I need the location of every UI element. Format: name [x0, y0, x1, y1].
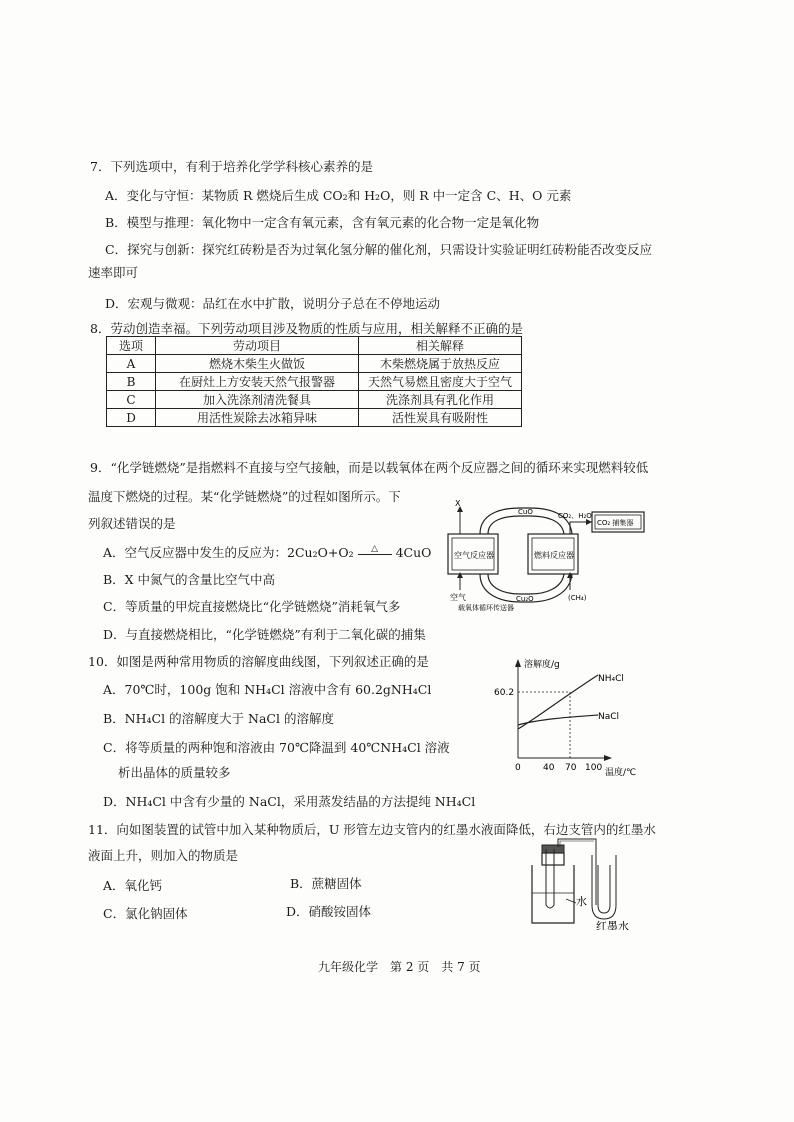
heat-condition: △ — [358, 545, 392, 555]
q7-stem: 7．下列选项中，有利于培养化学学科核心素养的是 — [90, 159, 373, 174]
q9-option-c: C．等质量的甲烷直接燃烧比“化学链燃烧”消耗氧气多 — [103, 599, 401, 614]
q9-option-d: D．与直接燃烧相比，“化学链燃烧”有利于二氧化碳的捕集 — [103, 627, 426, 642]
q11-option-a: A．氧化钙 — [103, 878, 163, 893]
q11-stem-cont: 液面上升，则加入的物质是 — [88, 848, 239, 863]
air-in-label: 空气 — [450, 593, 466, 602]
x-tick: 100 — [585, 763, 603, 773]
q11-stem: 11．向如图装置的试管中加入某种物质后，U 形管左边支管内的红墨水液面降低，右边支管内的红墨水 — [88, 822, 656, 837]
q9-stem: 9．“化学链燃烧”是指燃料不直接与空气接触，而是以载氧体在两个反应器之间的循环来实现燃料较低 — [90, 460, 649, 475]
table-cell: 在厨灶上方安装天然气报警器 — [156, 373, 359, 391]
q10-option-d: D．NH₄Cl 中含有少量的 NaCl，采用蒸发结晶的方法提纯 NH₄Cl — [103, 794, 476, 809]
q9-equation-left: A．空气反应器中发生的反应为：2Cu₂O+O₂ — [103, 545, 354, 560]
q7-option-d: D．宏观与微观：品红在水中扩散，说明分子总在不停地运动 — [105, 296, 441, 311]
table-row — [107, 355, 522, 373]
u-tube-apparatus-figure — [516, 835, 646, 930]
x-label: X — [455, 500, 461, 508]
table-cell: 木柴燃烧属于放热反应 — [359, 355, 522, 373]
q7-option-c: C．探究与创新：探究红砖粉是否为过氧化氢分解的催化剂，只需设计实验证明红砖粉能否改变反应 — [105, 242, 653, 257]
table-row — [107, 409, 522, 427]
table-row — [107, 391, 522, 409]
air-reactor-label: 空气反应器 — [454, 551, 494, 560]
table-cell: 天然气易燃且密度大于空气 — [359, 373, 522, 391]
y-mark-label: 60.2 — [494, 688, 515, 698]
q9-option-a — [103, 543, 431, 561]
water-label: 水 — [576, 895, 587, 908]
q9-equation-right: 4CuO — [395, 545, 432, 560]
cuo-label: CuO — [518, 508, 533, 516]
table-cell: B — [107, 373, 156, 391]
series-nacl-label: NaCl — [598, 712, 620, 722]
q9-option-b: B．X 中氮气的含量比空气中高 — [103, 572, 276, 587]
page-footer: 九年级化学 第 2 页 共 7 页 — [318, 960, 481, 974]
table-cell: A — [107, 355, 156, 373]
x-tick: 70 — [565, 763, 577, 773]
red-ink-label: 红墨水 — [596, 920, 629, 930]
chemical-looping-diagram — [440, 500, 685, 612]
cu2o-label: Cu₂O — [516, 595, 534, 603]
q7-option-a: A．变化与守恒：某物质 R 燃烧后生成 CO₂和 H₂O，则 R 中一定含 C、H、O 元素 — [105, 188, 572, 203]
table-cell: D — [107, 409, 156, 427]
q10-stem: 10．如图是两种常用物质的溶解度曲线图，下列叙述正确的是 — [88, 654, 429, 669]
q7-option-c-cont: 速率即可 — [88, 265, 139, 280]
table-cell: 洗涤剂具有乳化作用 — [359, 391, 522, 409]
table-header: 劳动项目 — [156, 337, 359, 355]
carrier-caption: 载氧体循环传送器 — [458, 604, 514, 612]
q9-stem-cont: 温度下燃烧的过程。某“化学链燃烧”的过程如图所示。下 — [88, 489, 401, 504]
q10-option-b: B．NH₄Cl 的溶解度大于 NaCl 的溶解度 — [103, 711, 334, 726]
q10-option-c-cont: 析出晶体的质量较多 — [118, 765, 231, 780]
q11-option-b: B．蔗糖固体 — [290, 876, 362, 891]
x-tick: 0 — [515, 763, 521, 773]
solubility-curve-figure — [480, 655, 650, 780]
q9-stem-cont2: 列叙述错误的是 — [88, 516, 176, 531]
q8-stem: 8．劳动创造幸福。下列劳动项目涉及物质的性质与应用，相关解释不正确的是 — [90, 321, 523, 336]
fuel-reactor-label: 燃料反应器 — [534, 551, 574, 560]
table-row — [107, 373, 522, 391]
table-cell: 加入洗涤剂清洗餐具 — [156, 391, 359, 409]
q11-option-c: C．氯化钠固体 — [103, 906, 188, 921]
q8-table — [106, 336, 522, 427]
table-header-row — [107, 337, 522, 355]
table-header: 选项 — [107, 337, 156, 355]
table-cell: 燃烧木柴生火做饭 — [156, 355, 359, 373]
q10-option-a: A．70℃时，100g 饱和 NH₄Cl 溶液中含有 60.2gNH₄Cl — [103, 682, 432, 697]
co2-capture-label: CO₂ 捕集器 — [597, 519, 634, 527]
table-header: 相关解释 — [359, 337, 522, 355]
x-axis-label: 温度/℃ — [605, 768, 637, 778]
co2-h2o-label: CO₂、H₂O — [558, 512, 592, 520]
series-nh4cl-label: NH₄Cl — [598, 674, 624, 684]
ch4-label: (CH₄) — [568, 594, 587, 602]
y-axis-label: 溶解度/g — [524, 660, 560, 670]
x-tick: 40 — [543, 763, 555, 773]
q7-option-b: B．模型与推理：氧化物中一定含有氧元素，含有氧元素的化合物一定是氧化物 — [105, 215, 540, 230]
table-cell: C — [107, 391, 156, 409]
table-cell: 活性炭具有吸附性 — [359, 409, 522, 427]
q10-option-c: C．将等质量的两种饱和溶液由 70℃降温到 40℃NH₄Cl 溶液 — [103, 740, 450, 755]
table-cell: 用活性炭除去冰箱异味 — [156, 409, 359, 427]
q11-option-d: D．硝酸铵固体 — [286, 904, 372, 919]
